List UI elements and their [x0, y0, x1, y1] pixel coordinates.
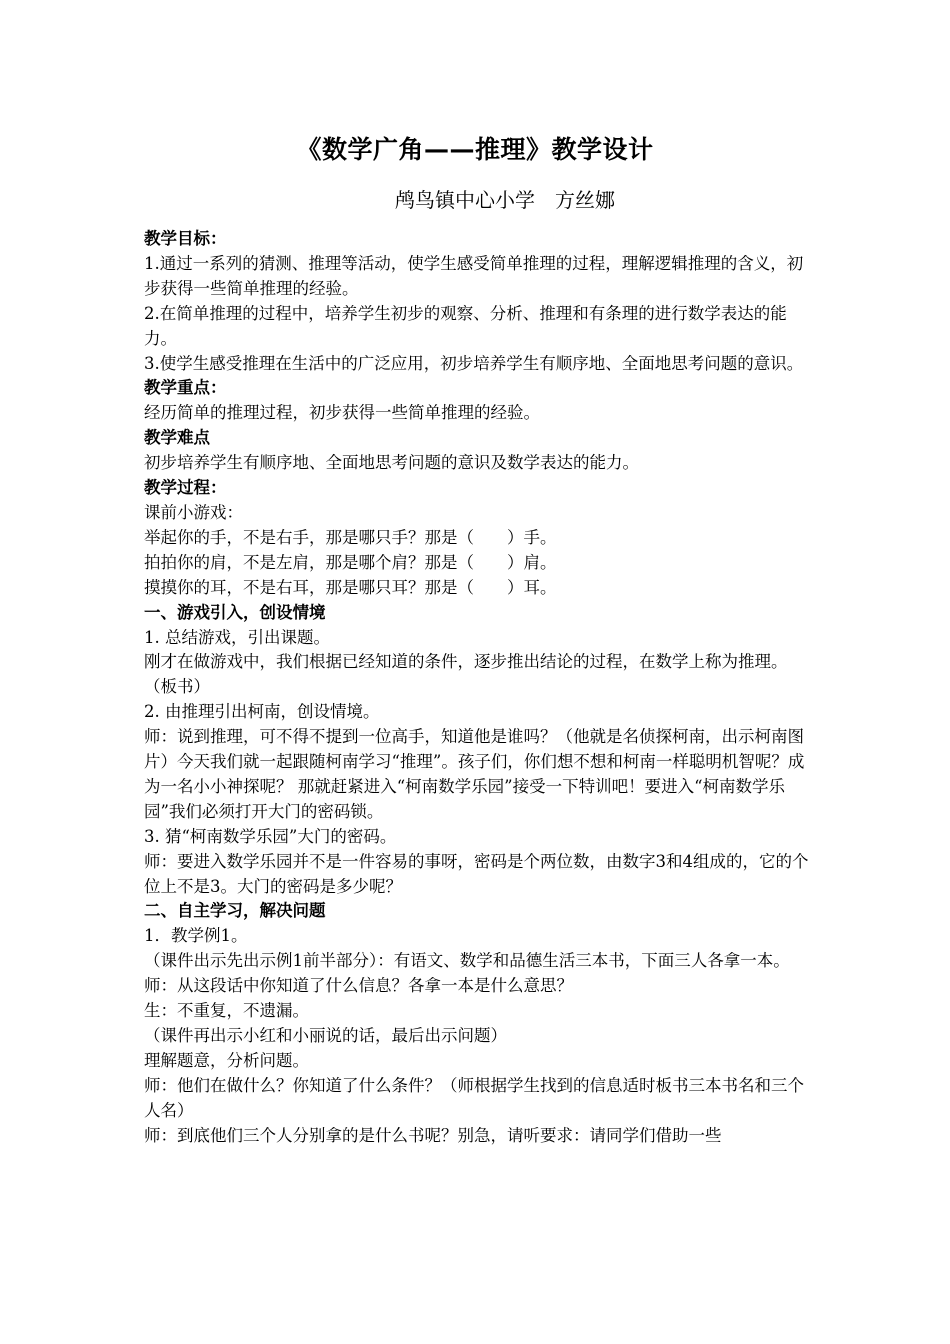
body-paragraph: 摸摸你的耳，不是右耳，那是哪只耳？那是（ ）耳。 — [144, 577, 557, 597]
body-paragraph: 刚才在做游戏中，我们根据已经知道的条件，逐步推出结论的过程，在数学上称为推理。（板书） — [144, 652, 788, 697]
section-heading: 教学重点： — [144, 378, 227, 398]
body-paragraph: 拍拍你的肩，不是左肩，那是哪个肩？那是（ ）肩。 — [144, 552, 557, 572]
document-body — [144, 227, 812, 1149]
body-paragraph: 师：要进入数学乐园并不是一件容易的事呀，密码是个两位数，由数字3和4组成的，它的个位上不是3。大门的密码是多少呢？ — [144, 851, 809, 896]
section-heading: 教学目标： — [144, 229, 227, 248]
body-paragraph: 师：说到推理，可不得不提到一位高手，知道他是谁吗？（他就是名侦探柯南，出示柯南图片）今天我们就一起跟随柯南学习“推理”。孩子们，你们想不想和柯南一样聪明机智呢？成为一名小小神探呢？ 那就赶紧进入“柯南数学乐园”接受一下特训吧！要进入“柯南数学乐园”我们必须打开大门的密码锁。 — [144, 727, 805, 821]
body-paragraph: 经历简单的推理过程，初步获得一些简单推理的经验。 — [144, 403, 540, 423]
body-paragraph: 3.使学生感受推理在生活中的广泛应用，初步培养学生有顺序地、全面地思考问题的意识。 — [144, 353, 804, 373]
body-paragraph: 师：到底他们三个人分别拿的是什么书呢？别急，请听要求：请同学们借助一些 — [144, 1125, 722, 1145]
body-paragraph: 师：从这段话中你知道了什么信息？各拿一本是什么意思？ — [144, 976, 573, 996]
body-paragraph: （课件再出示小红和小丽说的话，最后出示问题） — [144, 1026, 507, 1045]
body-paragraph: （课件出示先出示例1前半部分）：有语文、数学和品德生活三本书，下面三人各拿一本。 — [144, 951, 790, 971]
body-paragraph: 初步培养学生有顺序地、全面地思考问题的意识及数学表达的能力。 — [144, 453, 639, 473]
section-heading: 教学过程： — [144, 478, 227, 498]
body-paragraph: 2.在简单推理的过程中，培养学生初步的观察、分析、推理和有条理的进行数学表达的能力。 — [144, 303, 787, 348]
body-paragraph: 生：不重复，不遗漏。 — [144, 1001, 309, 1021]
body-paragraph: 2. 由推理引出柯南，创设情境。 — [144, 702, 380, 722]
section-heading: 一、游戏引入，创设情境 — [144, 602, 326, 622]
body-paragraph: 理解题意，分析问题。 — [144, 1050, 309, 1070]
body-paragraph: 举起你的手，不是右手，那是哪只手？那是（ ）手。 — [144, 527, 557, 547]
document-title: 《数学广角——推理》教学设计 — [296, 135, 654, 164]
body-paragraph: 师：他们在做什么？你知道了什么条件？（师根据学生找到的信息适时板书三本书名和三个人名） — [144, 1075, 804, 1120]
body-paragraph: 1.通过一系列的猜测、推理等活动，使学生感受简单推理的过程，理解逻辑推理的含义，初步获得一些简单推理的经验。 — [144, 253, 804, 298]
body-paragraph: 3. 猜“柯南数学乐园”大门的密码。 — [144, 826, 397, 846]
body-paragraph: 课前小游戏： — [144, 502, 243, 522]
document-author: 鸬鸟镇中心小学 方丝娜 — [395, 188, 615, 212]
body-paragraph: 1．教学例1。 — [144, 926, 248, 946]
section-heading: 教学难点 — [144, 428, 210, 448]
body-paragraph: 1. 总结游戏，引出课题。 — [144, 627, 330, 647]
section-heading: 二、自主学习，解决问题 — [144, 901, 326, 921]
